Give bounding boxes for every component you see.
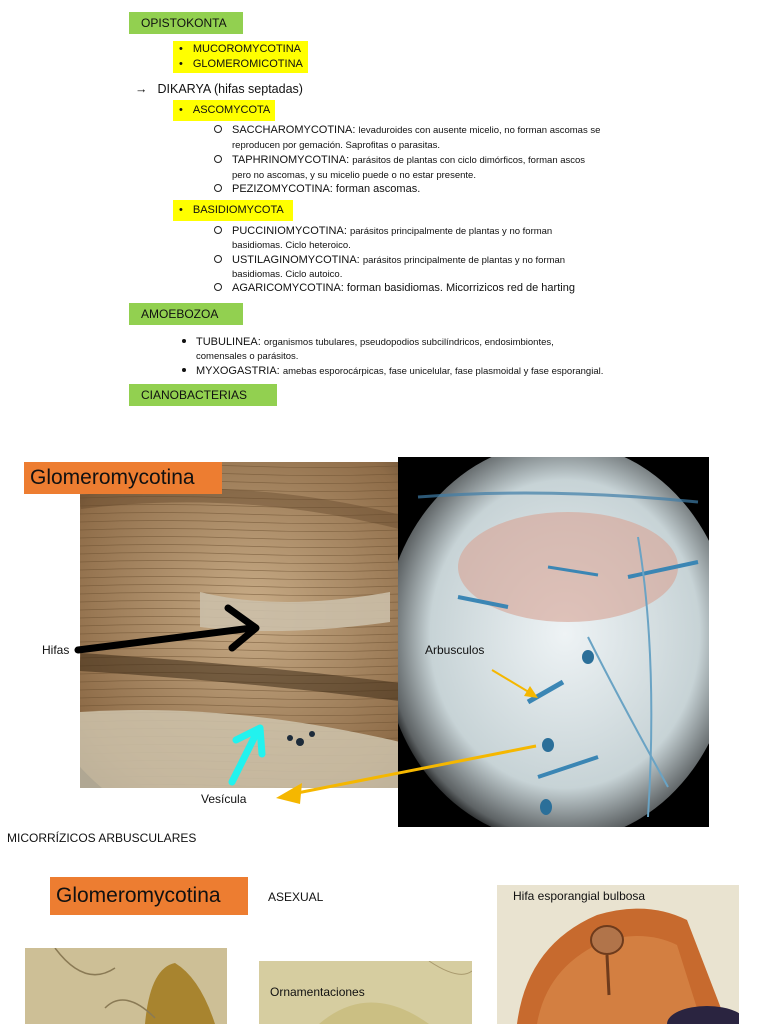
heading-basidiomycota (173, 200, 293, 221)
label-ornamentaciones: Ornamentaciones (270, 985, 365, 999)
circle-bullet-icon (214, 283, 222, 291)
pucc-desc: parásitos principalmente de plantas y no forman (349, 226, 553, 237)
dikarya-label: DIKARYA (hifas septadas) (157, 82, 303, 96)
myxo-desc: amebas esporocárpicas, fase unicelular, fase plasmoidal y fase esporangial. (282, 366, 604, 377)
black-arrow (78, 608, 256, 650)
pucc-desc-2: basidiomas. Ciclo heteroico. (232, 240, 351, 251)
bullet-dot-icon (182, 368, 186, 372)
label-hifa-esporangial: Hifa esporangial bulbosa (513, 889, 646, 903)
figure1-title: Glomeromycotina (24, 462, 222, 494)
micrograph-spore-left (25, 948, 227, 1024)
heading-opistokonta (129, 12, 243, 34)
ascomycota-label: ASCOMYCOTA (192, 104, 271, 116)
list-item-tubu (182, 336, 554, 348)
bullet-dot-icon (182, 339, 186, 343)
list-item-myxo (182, 365, 603, 377)
list-item-glomero (179, 57, 308, 72)
micrograph-ornamentaciones (259, 961, 472, 1024)
sacch-title: SACCHAROMYCOTINA: (232, 124, 356, 136)
heading-amoebozoa (129, 303, 243, 325)
list-item-ust (214, 254, 565, 266)
label-arbusculos: Arbusculos (425, 643, 485, 657)
circle-bullet-icon (214, 125, 222, 133)
tubu-title: TUBULINEA: (196, 336, 261, 348)
circle-bullet-icon (214, 226, 222, 234)
ciano-label: CIANOBACTERIAS (141, 388, 248, 402)
heading-ascomycota (173, 100, 275, 121)
sacch-desc-2: reproducen por gemación. Saprofitas o parasitas. (232, 140, 441, 151)
cyan-arrow (232, 728, 262, 782)
sacch-desc: levaduroides con ausente micelio, no forman ascomas se (358, 125, 601, 136)
label-hifas: Hifas (42, 643, 70, 657)
hifa-esporangial-image (497, 885, 739, 1024)
dikarya-line (135, 82, 303, 96)
bullet-icon: • (179, 104, 183, 116)
label-asexual: ASEXUAL (268, 890, 324, 904)
list-item-taph (214, 154, 585, 166)
list-item-sacch (214, 124, 600, 136)
agar-label: AGARICOMYCOTINA: forman basidiomas. Micorrizicos red de harting (232, 282, 575, 294)
list-item-pucc (214, 225, 552, 237)
figure2-title: Glomeromycotina (50, 877, 248, 915)
label-vesicula: Vesícula (201, 792, 247, 806)
circle-bullet-icon (214, 155, 222, 163)
tubu-desc: organismos tubulares, pseudopodios subcilíndricos, endosimbiontes, (263, 337, 554, 348)
amoebozoa-label: AMOEBOZOA (141, 307, 219, 321)
pezi-label: PEZIZOMYCOTINA: forman ascomas. (232, 183, 421, 195)
heading-cianobacterias (129, 384, 277, 406)
arrow-right-icon: → (135, 82, 148, 96)
taph-desc-2: pero no ascomas, y su micelio puede o no estar presente. (232, 170, 476, 181)
pucc-title: PUCCINIOMYCOTINA: (232, 225, 347, 237)
ust-desc: parásitos principalmente de plantas y no forman (362, 255, 566, 266)
mucoro-label: MUCOROMYCOTINA (192, 43, 302, 55)
micrograph-hifa-esporangial (497, 885, 739, 1024)
bullet-icon: • (179, 43, 183, 55)
circle-bullet-icon (214, 255, 222, 263)
bullet-icon: • (179, 204, 183, 216)
opistokonta-label: OPISTOKONTA (141, 16, 227, 30)
tubu-desc-2: comensales o parásitos. (196, 351, 299, 362)
list-item-mucoro (179, 42, 308, 57)
highlight-mucoro-glomero (173, 41, 308, 73)
list-item-pezi (214, 183, 420, 195)
list-item-agar (214, 282, 575, 294)
taph-desc: parásitos de plantas con ciclo dimórficos, forman ascos (352, 155, 586, 166)
bullet-icon: • (179, 58, 183, 70)
circle-bullet-icon (214, 184, 222, 192)
yellow-arrow-arbusculos (492, 670, 538, 698)
annotation-arrows (0, 440, 768, 820)
yellow-arrow-vesicula (276, 746, 536, 804)
glomero-label: GLOMEROMICOTINA (192, 58, 303, 70)
caption-micorrizicos: MICORRÍZICOS ARBUSCULARES (7, 831, 197, 845)
myxo-title: MYXOGASTRIA: (196, 365, 280, 377)
basidiomycota-label: BASIDIOMYCOTA (192, 204, 284, 216)
ust-title: USTILAGINOMYCOTINA: (232, 254, 360, 266)
taph-title: TAPHRINOMYCOTINA: (232, 154, 350, 166)
ust-desc-2: basidiomas. Ciclo autoico. (232, 269, 343, 280)
